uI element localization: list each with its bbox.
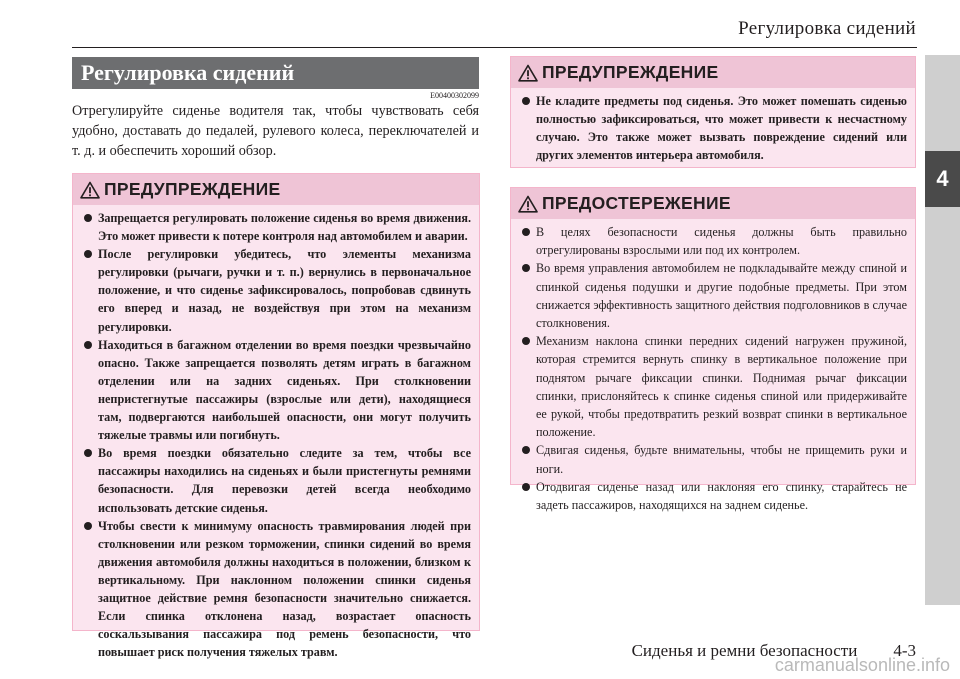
list-item: Отодвигая сиденье назад или наклоняя его спинку, старайтесь не задеть пассажиров, находящихся на заднем сиденье.: [521, 478, 907, 514]
list-item: Во время поездки обязательно следите за тем, чтобы все пассажиры находились на сиденьях и были пристегнуты ремнями безопасности. Для перевозки детей всегда необходимо использовать детские сиденья.: [83, 444, 471, 516]
warning-box-right: [510, 56, 916, 168]
warning-heading-text: ПРЕДУПРЕЖДЕНИЕ: [104, 179, 281, 199]
page-number: 4-3: [893, 641, 916, 660]
list-item: Запрещается регулировать положение сиденья во время движения. Это может привести к потере контроля над автомобилем и аварии.: [83, 209, 471, 245]
section-code: E00400302099: [430, 91, 479, 100]
list-item: Не кладите предметы под сиденья. Это может помешать сиденью полностью зафиксироваться, что может привести к несчастному случаю. Это также может вызвать повреждение сидений или других элементов интерьера автомобиля.: [521, 92, 907, 164]
warning-heading: [511, 57, 915, 88]
page-header-title: Регулировка сидений: [738, 18, 916, 39]
warning-triangle-icon: [518, 64, 538, 82]
warning-box-left: [72, 173, 480, 660]
warning-triangle-icon: [518, 195, 538, 213]
header-divider: [72, 47, 917, 48]
list-item: Во время управления автомобилем не подкладывайте между спиной и спинкой сиденья подушки и другие подобные предметы. При этом снижается эффективность защитного действия подголовников в случае столкновения.: [521, 259, 907, 332]
list-item: В целях безопасности сиденья должны быть правильно отрегулированы взрослыми или под их контролем.: [521, 223, 907, 259]
list-item: Чтобы свести к минимуму опасность травмирования людей при столкновении или резком торможении, спинки сидений во время движения автомобиля должны находиться в положении, близком к вертикальному. При наклонном положении спинки сиденья защитное действие ремня безопасности значительно снижается. Если спинка отклонена назад, возрастает опасность соскальзывания пассажира под ремень безопасности, что повышает риск получения тяжелых травм.: [83, 517, 471, 662]
chapter-number-tab: 4: [925, 151, 960, 207]
list-item: Механизм наклона спинки передних сидений нагружен пружиной, которая стремится вернуть спинку в вертикальное положение при поднятом рычаге фиксации спинки. Поднимая рычаг фиксации спинки, прислоняйтесь к спинке сиденья спиной или придерживайте ее рукой, чтобы предотвратить резкий возврат спинки в вертикальное положение.: [521, 332, 907, 441]
caution-heading: [511, 188, 915, 219]
caution-heading-text: ПРЕДОСТЕРЕЖЕНИЕ: [542, 193, 731, 213]
list-item: Сдвигая сиденья, будьте внимательны, чтобы не прищемить руки и ноги.: [521, 441, 907, 477]
list-item: После регулировки убедитесь, что элементы механизма регулировки (рычаги, ручки и т. п.) вернулись в первоначальное положение, и что сиденье зафиксировалось, попробовав сдвинуть его вперед и назад, не воздействуя при этом на механизм регулировки.: [83, 245, 471, 335]
warning-list: [511, 88, 915, 170]
warning-heading: [73, 174, 479, 205]
watermark: carmanualsonline.info: [774, 655, 950, 675]
section-title: Регулировка сидений: [72, 57, 479, 89]
list-item: Находиться в багажном отделении во время поездки чрезвычайно опасно. Также запрещается позволять детям играть в багажном отделении или на задних сиденьях. При столкновении непристегнутые пассажиры (взрослые или дети), находящиеся там, подвергаются наибольшей опасности, они могут получить тяжелые травмы или погибнуть.: [83, 336, 471, 445]
intro-paragraph: Отрегулируйте сиденье водителя так, чтобы чувствовать себя удобно, доставать до педалей, рулевого колеса, переключателей и т. д. и обеспечить хороший обзор.: [72, 103, 479, 160]
caution-box: [510, 187, 916, 513]
caution-list: [511, 219, 915, 520]
warning-list: [73, 205, 479, 667]
footer-section-name: Сиденья и ремни безопасности: [631, 641, 858, 660]
warning-heading-text: ПРЕДУПРЕЖДЕНИЕ: [542, 62, 719, 82]
warning-triangle-icon: [80, 181, 100, 199]
chapter-side-tab: [925, 55, 960, 605]
